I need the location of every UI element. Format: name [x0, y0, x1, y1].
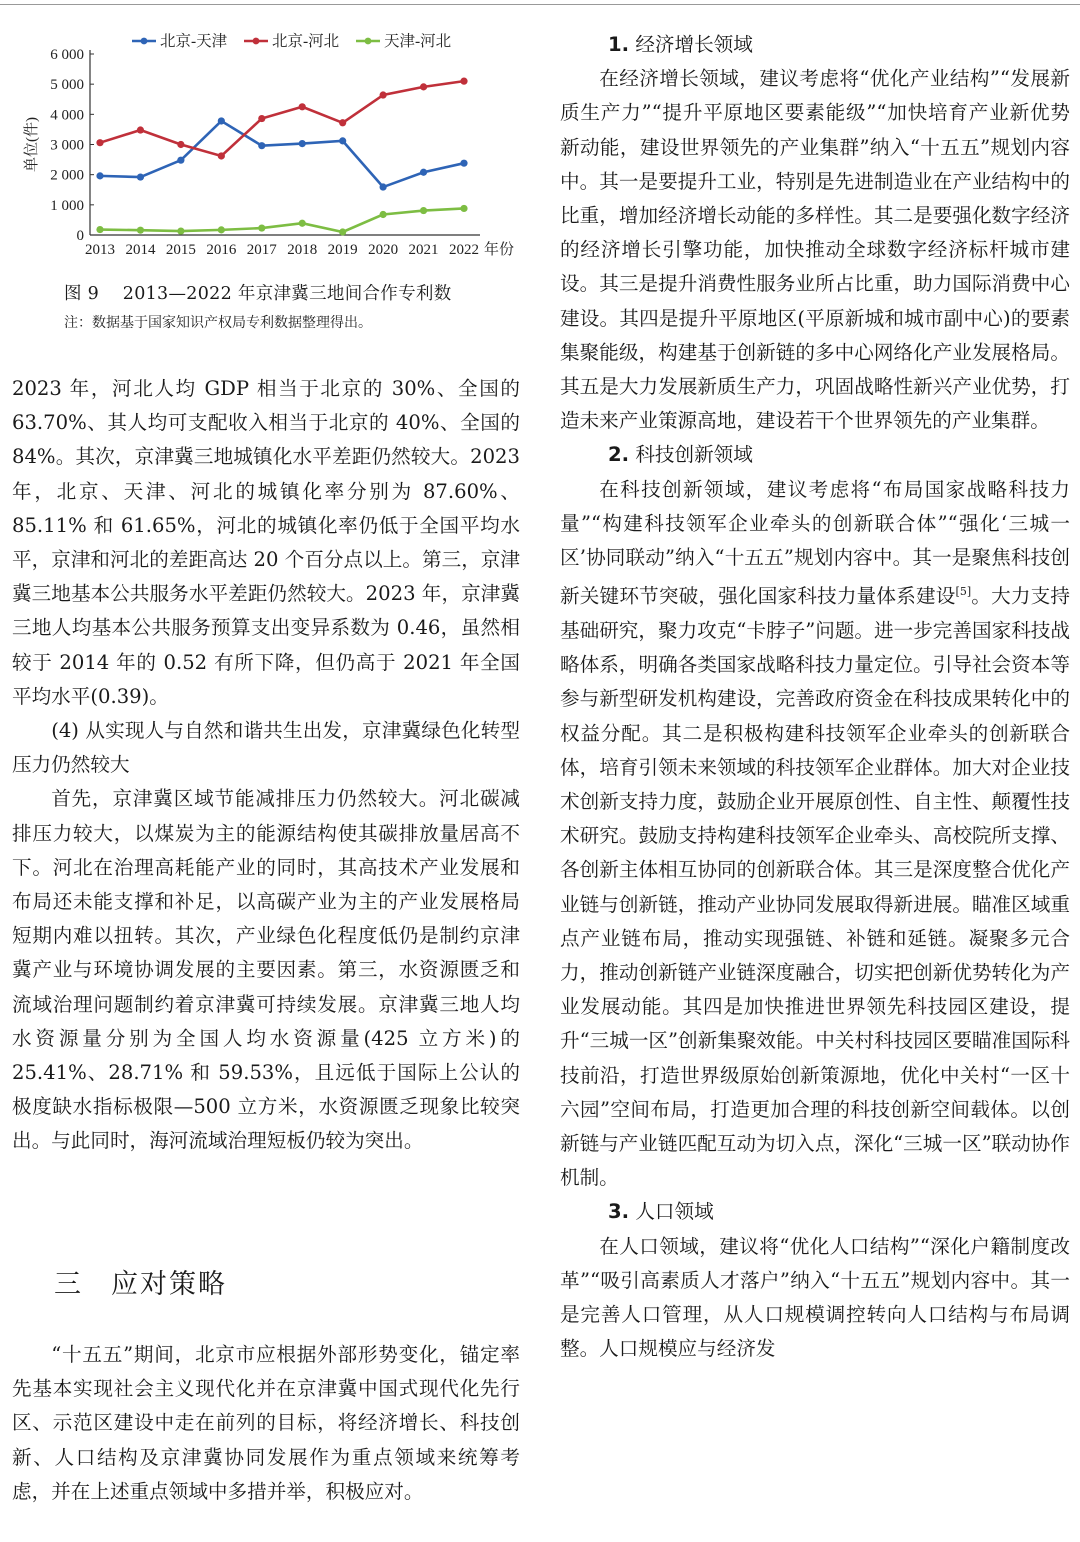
series-1-point	[460, 78, 467, 85]
series-0-point	[380, 183, 387, 190]
series-0-point	[177, 157, 184, 164]
heading-economic-growth	[560, 28, 1070, 62]
series-1-point	[339, 119, 346, 126]
series-0-point	[137, 173, 144, 180]
series-0-point	[258, 142, 265, 149]
series-0-point	[420, 169, 427, 176]
left-paragraph-1: 2023 年，河北人均 GDP 相当于北京的 30%、全国的 63.70%、其人均可支配收入相当于北京的 40%、全国的 84%。其次，京津冀三地城镇化水平差距仍然较大。2023 年，北京、天津、河北的城镇化率分别为 87.60%、85.11% 和 61.65%，河北的城镇化率仍低于全国平均水平，京津和河北的差距高达 20 个百分点以上。第三，京津冀三地基本公共服务水平差距仍然较大。2023 年，京津冀三地人均基本公共服务预算支出变异系数为 0.46，虽然相较于 2014 年的 0.52 有所下降，但仍高于 2021 年全国平均水平(0.39)。	[12, 377, 520, 708]
heading-1-text: 经济增长领域	[635, 33, 753, 56]
heading-1-number: 1.	[608, 33, 630, 56]
left-paragraph-3: “十五五”期间，北京市应根据外部形势变化，锚定率先基本实现社会主义现代化并在京津冀中国式现代化先行区、示范区建设中走在前列的目标，将经济增长、科技创新、人口结构及京津冀协同发展作为重点领域来统筹考虑，并在上述重点领域中多措并举，积极应对。	[12, 1343, 520, 1503]
x-tick-label: 2014	[125, 242, 156, 258]
series-1-point	[137, 126, 144, 133]
section-title	[54, 1262, 255, 1301]
right-paragraph-1: 在经济增长领域，建议考虑将“优化产业结构”“发展新质生产力”“提升平原地区要素能级”“加快培育产业新优势新动能，建设世界领先的产业集群”纳入“十五五”规划内容中。其一是要提升工业，特别是先进制造业在产业结构中的比重，增加经济增长动能的多样性。其二是要强化数字经济的经济增长引擎功能，加快推动全球数字经济标杆城市建设。其三是提升消费性服务业所占比重，助力国际消费中心建设。其四是提升平原地区(平原新城和城市副中心)的要素集聚能级，构建基于创新链的多中心网络化产业发展格局。其五是大力发展新质生产力，巩固战略性新兴产业优势，打造未来产业策源高地，建设若干个世界领先的产业集群。	[560, 67, 1070, 433]
series-2-point	[258, 224, 265, 231]
heading-tech-innovation	[560, 438, 1070, 472]
x-tick-label: 2022	[449, 242, 479, 258]
x-tick-label: 2018	[287, 242, 318, 258]
series-line-0	[100, 121, 464, 187]
series-2-point	[137, 227, 144, 234]
legend-label-2: 天津-河北	[384, 33, 452, 50]
x-tick-label: 2016	[206, 242, 237, 258]
series-0-point	[96, 172, 103, 179]
y-tick-label: 6 000	[50, 47, 84, 63]
series-2-point	[177, 227, 184, 234]
left-subheading-4: (4) 从实现人与自然和谐共生出发，京津冀绿色化转型压力仍然较大	[12, 719, 520, 777]
series-1-point	[258, 115, 265, 122]
x-tick-label: 2015	[165, 242, 196, 258]
series-line-2	[100, 208, 464, 232]
x-tick-label: 2017	[246, 242, 277, 258]
reference-5: [5]	[955, 585, 972, 599]
right-paragraph-3: 在人口领域，建议将“优化人口结构”“深化户籍制度改革”“吸引高素质人才落户”纳入“十五五”规划内容中。其一是完善人口管理，从人口规模调控转向人口结构与布局调整。人口规模应与经济发	[560, 1234, 1070, 1361]
y-tick-label: 5 000	[50, 77, 84, 94]
heading-2-number: 2.	[608, 443, 630, 467]
x-tick-label: 2013	[85, 242, 115, 258]
legend-marker-1	[253, 38, 260, 45]
x-tick-label: 2020	[368, 242, 399, 258]
series-0-point	[299, 140, 306, 147]
series-1-point	[420, 83, 427, 90]
x-tick-label: 2019	[327, 242, 358, 258]
series-2-point	[460, 205, 467, 212]
series-2-point	[339, 228, 346, 235]
series-2-point	[218, 226, 225, 233]
series-1-point	[299, 103, 306, 110]
section-number: 三	[54, 1269, 83, 1300]
series-2-point	[380, 211, 387, 218]
heading-population	[560, 1195, 1070, 1229]
series-0-point	[218, 117, 225, 124]
legend-marker-0	[141, 38, 148, 45]
heading-3-text: 人口领域	[635, 1200, 714, 1224]
series-2-point	[299, 220, 306, 227]
section-heading: 应对策略	[111, 1269, 227, 1300]
right-paragraph-2	[560, 473, 1070, 1196]
series-1-point	[96, 139, 103, 146]
y-axis-label: 单位(件)	[24, 117, 40, 172]
x-axis-suffix: 年份	[484, 242, 515, 258]
x-tick-label: 2021	[408, 242, 439, 258]
series-1-point	[177, 141, 184, 148]
series-0-point	[339, 137, 346, 144]
right-paragraph-2b: 。大力支持基础研究，聚力攻克“卡脖子”问题。进一步完善国家科技战略体系，明确各类国家战略科技力量定位。引导社会资本等参与新型研发机构建设，完善政府资金在科技成果转化中的权益分配。其二是积极构建科技领军企业牵头的创新联合体，培育引领未来领域的科技领军企业群体。加大对企业技术创新支持力度，鼓励企业开展原创性、自主性、颠覆性技术研究。鼓励支持构建科技领军企业牵头、高校院所支撑、各创新主体相互协同的创新联合体。其三是深度整合优化产业链与创新链，推动产业协同发展取得新进展。瞄准区域重点产业链布局，推动实现强链、补链和延链。凝聚多元合力，推动创新链产业链深度融合，切实把创新优势转化为产业发展动能。其四是加快推进世界领先科技园区建设，提升“三城一区”创新集聚效能。中关村科技园区要瞄准国际科技前沿，打造世界级原始创新策源地，优化中关村“一区十六园”空间布局，打造更加合理的科技创新空间载体。以创新链与产业链匹配互动为切入点，深化“三城一区”联动协作机制。	[560, 584, 1071, 1190]
figure-note: 注：数据基于国家知识产权局专利数据整理得出。	[64, 315, 372, 331]
series-2-point	[420, 207, 427, 214]
y-tick-label: 3 000	[50, 137, 84, 154]
line-chart	[12, 22, 532, 272]
y-tick-label: 1 000	[50, 197, 84, 214]
heading-3-number: 3.	[608, 1200, 630, 1224]
left-paragraph-2: 首先，京津冀区域节能减排压力仍然较大。河北碳减排压力较大，以煤炭为主的能源结构使其碳排放量居高不下。河北在治理高耗能产业的同时，其高技术产业发展和布局还未能支撑和补足，以高碳产业为主的产业发展格局短期内难以扭转。其次，产业绿色化程度低仍是制约京津冀产业与环境协调发展的主要因素。第三，水资源匮乏和流域治理问题制约着京津冀可持续发展。京津冀三地人均水资源量分别为全国人均水资源量(425 立方米)的 25.41%、28.71% 和 59.53%，且远低于国际上公认的极度缺水指标极限—500 立方米，水资源匮乏现象比较突出。与此同时，海河流域治理短板仍较为突出。	[12, 787, 520, 1153]
top-rule	[0, 4, 1080, 5]
right-paragraph-2a: 在科技创新领域，建议考虑将“布局国家战略科技力量”“构建科技领军企业牵头的创新联合体”“强化‘三城一区’协同联动”纳入“十五五”规划内容中。其一是聚焦科技创新关键环节突破，强化国家科技力量体系建设	[560, 477, 1070, 608]
heading-2-text: 科技创新领域	[635, 443, 753, 467]
legend-label-1: 北京-河北	[272, 33, 340, 50]
y-tick-label: 0	[76, 228, 84, 244]
legend-label-0: 北京-天津	[160, 33, 228, 50]
y-tick-label: 4 000	[50, 107, 84, 124]
figure-caption: 图 9 2013—2022 年京津冀三地间合作专利数	[64, 284, 452, 304]
y-tick-label: 2 000	[50, 167, 84, 184]
series-2-point	[96, 226, 103, 233]
series-1-point	[218, 152, 225, 159]
series-1-point	[380, 91, 387, 98]
figure-9-chart	[12, 22, 532, 272]
legend-marker-2	[365, 38, 372, 45]
series-0-point	[460, 160, 467, 167]
